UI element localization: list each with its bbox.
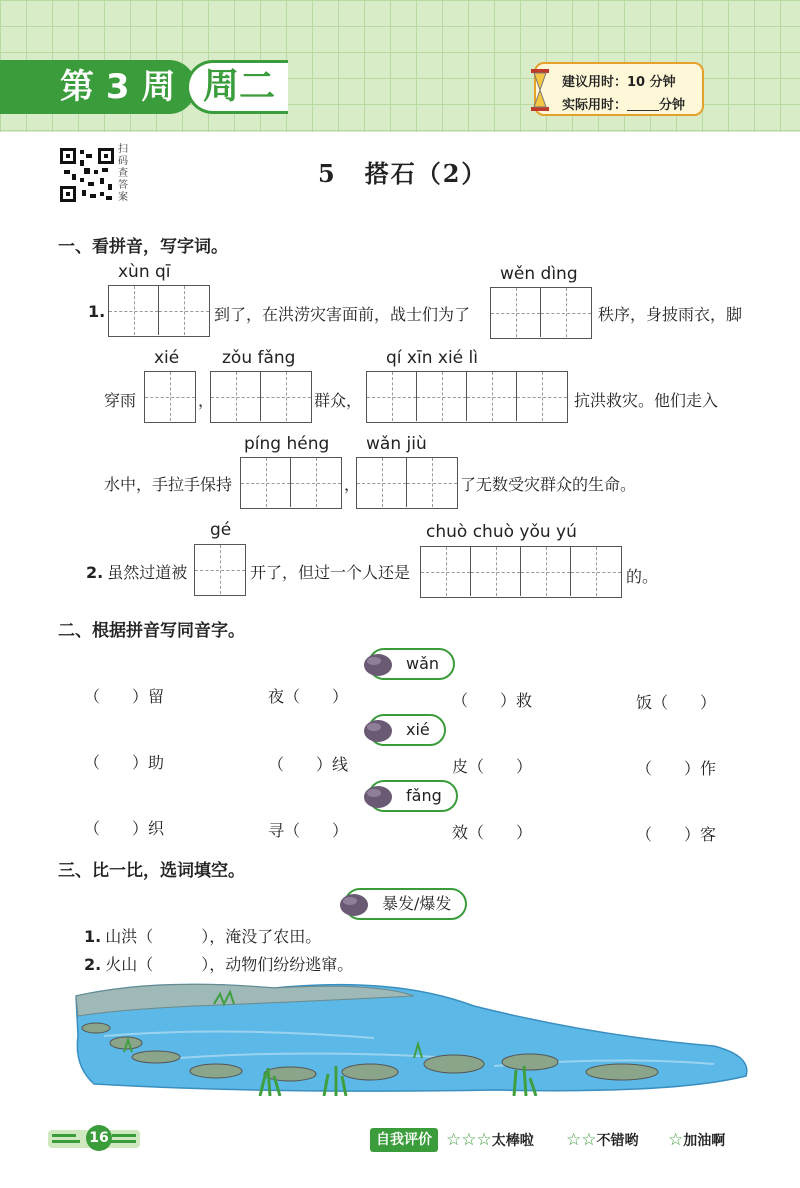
fill-wan-3[interactable]: （ ）救 [452,691,533,710]
pinyin-wending: wěn dìng [500,264,578,284]
answer-grid-pingheng[interactable] [240,457,342,509]
star-icon: ☆ [446,1130,462,1150]
pinyin-pingheng: píng héng [244,434,330,454]
pinyin-zoufang: zǒu fǎng [222,348,296,368]
river-stepping-stones-illustration [74,976,754,1096]
answer-grid-zoufang[interactable] [210,371,312,423]
question-1-number: 1. [88,302,106,321]
pinyin-tag-wan [368,648,455,680]
text-segment-3: 穿雨 [104,391,137,410]
word-choice-tag [344,888,467,920]
fill-wan-4[interactable]: 饭（ ） [636,693,717,712]
fill-xie-2[interactable]: （ ）线 [268,755,349,774]
section-2-heading: 二、根据拼音写同音字。 [58,621,245,641]
fill-fang-4[interactable]: （ ）客 [636,825,717,844]
star-icon: ☆ [476,1130,492,1150]
qr-code-icon[interactable] [60,148,114,202]
text-segment-1: 到了，在洪涝灾害面前，战士们为了 [214,305,471,324]
text-segment-9: 了无数受灾群众的生命。 [460,475,637,494]
lesson-title [318,154,487,189]
text-segment-2: 秩序，身披雨衣，脚 [598,305,743,324]
lesson-number: 5 [318,159,337,188]
week-label: 第 3 周 [0,60,196,114]
rating-good-label: 不错哟 [596,1133,639,1149]
time-box [534,62,704,116]
stone-icon [338,890,372,918]
actual-time-blank[interactable] [627,99,659,111]
answer-grid-ge[interactable] [194,544,246,596]
text-segment-4: ， [198,391,215,410]
pinyin-qixinxieli: qí xīn xié lì [386,348,478,368]
rating-good[interactable] [566,1128,639,1153]
actual-time-label: 实际用时： [562,98,628,113]
text-segment-11: 开了，但过一个人还是 [250,563,411,582]
fill-fang-3[interactable]: 效（ ） [452,823,533,842]
star-icon: ☆ [566,1130,582,1150]
rating-great[interactable] [446,1128,534,1153]
actual-time [562,94,685,113]
pinyin-xunqi: xùn qī [118,262,171,282]
pinyin-tag-fang-label: fǎng [406,786,442,805]
self-eval-label: 自我评价 [370,1128,438,1152]
answer-grid-xie[interactable] [144,371,196,423]
rating-great-label: 太棒啦 [491,1133,534,1149]
text-segment-7: 水中，手拉手保持 [104,475,233,494]
answer-grid-xunqi[interactable] [108,285,210,337]
fill-xie-1[interactable]: （ ）助 [84,753,165,772]
fill-wan-2[interactable]: 夜（ ） [268,687,349,706]
fill-fang-2[interactable]: 寻（ ） [268,821,349,840]
rating-try-harder[interactable] [668,1128,725,1153]
answer-grid-wanjiu[interactable] [356,457,458,509]
pinyin-tag-wan-label: wǎn [406,654,440,673]
lesson-name: 搭石（2） [364,159,488,188]
rating-try-harder-label: 加油啊 [683,1133,726,1149]
section-1-heading: 一、看拼音，写字词。 [58,237,228,257]
text-segment-5: 群众， [314,391,363,410]
star-icon: ☆ [461,1130,477,1150]
stone-icon [362,650,396,678]
text-segment-8: ， [344,475,361,494]
fill-fang-1[interactable]: （ ）织 [84,819,165,838]
pinyin-chuochuoyouyu: chuò chuò yǒu yú [426,522,577,542]
fill-xie-4[interactable]: （ ）作 [636,759,717,778]
answer-grid-chuochuoyouyu[interactable] [420,546,622,598]
stone-icon [362,782,396,810]
star-icon: ☆ [668,1130,684,1150]
pinyin-wanjiu: wǎn jiù [366,434,427,454]
word-choice-label: 暴发/爆发 [382,894,452,913]
actual-time-unit: 分钟 [659,98,686,113]
pinyin-tag-xie [368,714,446,746]
suggested-time: 建议用时：10 分钟 [562,75,676,90]
section-3-heading: 三、比一比，选词填空。 [58,861,245,881]
star-icon: ☆ [581,1130,597,1150]
qr-caption: 扫码查答案 [118,144,128,203]
question-2-text: 2. 虽然过道被 [86,563,188,582]
pinyin-xie: xié [154,348,180,368]
day-label: 周二 [186,60,288,114]
pinyin-tag-xie-label: xié [406,720,430,739]
pinyin-tag-fang [368,780,458,812]
hourglass-icon [530,68,550,112]
fill-xie-3[interactable]: 皮（ ） [452,757,533,776]
pinyin-ge: gé [210,520,232,540]
text-segment-6: 抗洪救灾。他们走入 [574,391,719,410]
text-segment-12: 的。 [626,567,659,586]
answer-grid-wending[interactable] [490,287,592,339]
section-3-question-1[interactable]: 1. 山洪（ ），淹没了农田。 [84,927,322,946]
answer-grid-qixinxieli[interactable] [366,371,568,423]
page-number: 16 [86,1125,112,1151]
section-3-question-2[interactable]: 2. 火山（ ），动物们纷纷逃窜。 [84,955,354,974]
stone-icon [362,716,396,744]
fill-wan-1[interactable]: （ ）留 [84,687,165,706]
